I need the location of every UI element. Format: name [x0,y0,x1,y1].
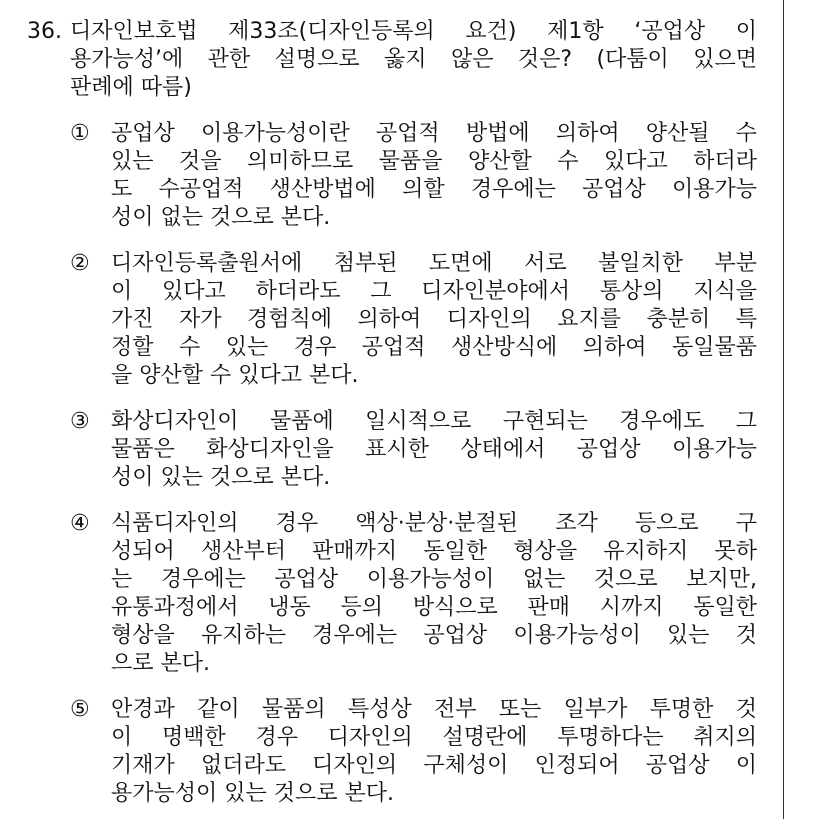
question-stem [0,18,783,102]
option-text [111,408,757,492]
answer-option-3[interactable] [0,408,783,492]
text-line: 도 수공업적 생산방법에 의할 경우에는 공업상 이용가능 [111,177,757,202]
option-text [111,510,757,678]
option-marker: ⑤ [70,697,90,722]
text-line: 는 경우에는 공업상 이용가능성이 없는 것으로 보지만, [111,567,757,592]
answer-option-2[interactable] [0,250,783,390]
text-line: 성이 있는 것으로 본다. [111,465,331,490]
answer-option-5[interactable] [0,696,783,808]
text-line: 화상디자인이 물품에 일시적으로 구현되는 경우에도 그 [111,409,757,434]
text-line: 정할 수 있는 경우 공업적 생산방식에 의하여 동일물품 [111,335,757,360]
text-line: 성되어 생산부터 판매까지 동일한 형상을 유지하지 못하 [111,539,757,564]
question-number: 36. [27,19,62,44]
text-line: 디자인보호법 제33조(디자인등록의 요건) 제1항 ‘공업상 이 [70,19,757,44]
text-line: 성이 없는 것으로 본다. [111,205,331,230]
option-marker: ③ [70,409,90,434]
column-divider [783,0,784,819]
answer-options [0,120,783,808]
exam-question-block [0,18,783,808]
text-line: 가진 자가 경험칙에 의하여 디자인의 요지를 충분히 특 [111,307,757,332]
text-line: 으로 본다. [111,651,210,676]
text-line: 유통과정에서 냉동 등의 방식으로 판매 시까지 동일한 [111,595,757,620]
option-marker: ① [70,121,90,146]
option-text [111,696,757,808]
option-text [111,120,757,232]
text-line: 이 있다고 하더라도 그 디자인분야에서 통상의 지식을 [111,279,757,304]
text-line: 용가능성이 있는 것으로 본다. [111,781,394,806]
text-line: 용가능성’에 관한 설명으로 옳지 않은 것은? (다툼이 있으면 [70,47,757,72]
text-line: 을 양산할 수 있다고 본다. [111,363,359,388]
text-line: 공업상 이용가능성이란 공업적 방법에 의하여 양산될 수 [111,121,757,146]
text-line: 식품디자인의 경우 액상·분상·분절된 조각 등으로 구 [111,511,757,536]
option-marker: ② [70,251,90,276]
text-line: 안경과 같이 물품의 특성상 전부 또는 일부가 투명한 것 [111,697,757,722]
text-line: 형상을 유지하는 경우에는 공업상 이용가능성이 있는 것 [111,623,757,648]
text-line: 판례에 따름) [70,75,192,100]
option-marker: ④ [70,511,90,536]
text-line: 물품은 화상디자인을 표시한 상태에서 공업상 이용가능 [111,437,757,462]
question-text [70,18,757,102]
option-text [111,250,757,390]
text-line: 기재가 없더라도 디자인의 구체성이 인정되어 공업상 이 [111,753,757,778]
text-line: 이 명백한 경우 디자인의 설명란에 투명하다는 취지의 [111,725,757,750]
text-line: 있는 것을 의미하므로 물품을 양산할 수 있다고 하더라 [111,149,757,174]
answer-option-4[interactable] [0,510,783,678]
text-line: 디자인등록출원서에 첨부된 도면에 서로 불일치한 부분 [111,251,757,276]
answer-option-1[interactable] [0,120,783,232]
